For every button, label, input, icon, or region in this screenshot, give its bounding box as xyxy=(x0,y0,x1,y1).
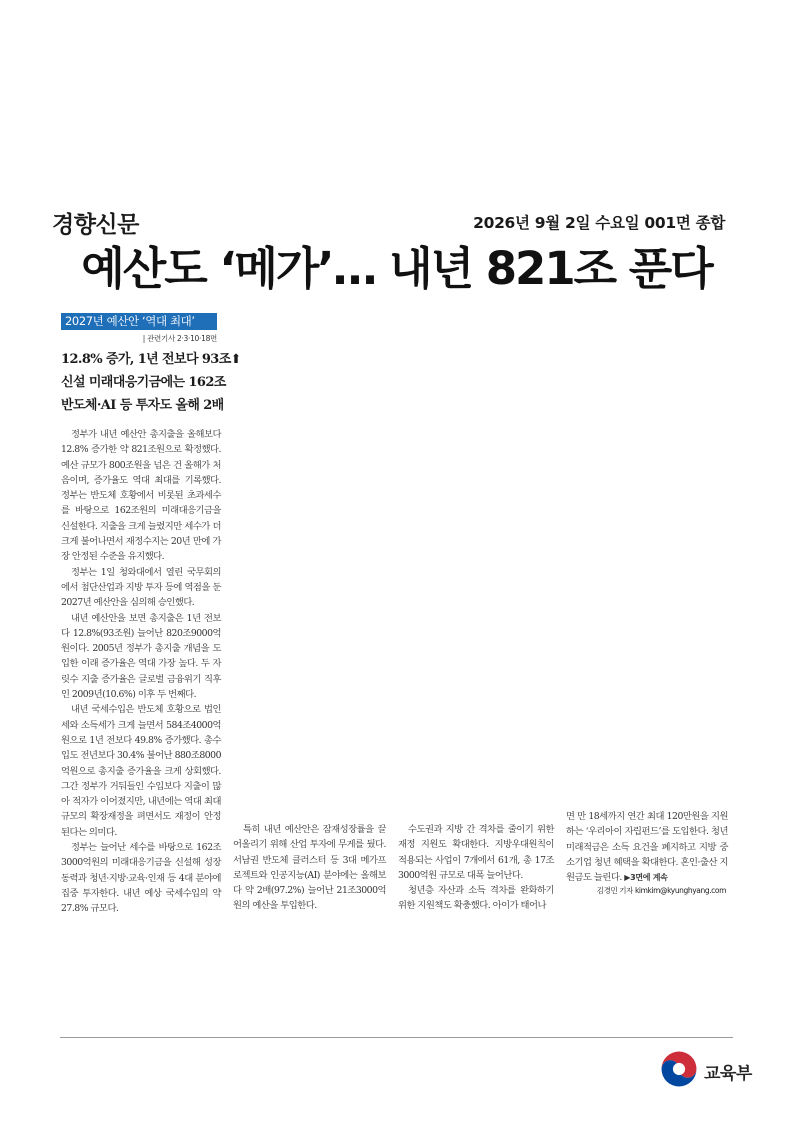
paragraph: 정부가 내년 예산안 총지출을 올해보다 12.8% 증가한 약 821조원으로 확정했다. 예산 규모가 800조원을 넘은 건 올해가 처음이며, 증가율도 역대 최대를 기록했다. 정부는 반도체 호황에서 비롯된 초과세수를 바탕으로 162조원의 미래대응기금을 신설한다. 지출을 크게 늘렸지만 세수가 더 크게 불어나면서 재정수지는 20년 만에 가장 안정된 수준을 유지했다. xyxy=(61,429,221,563)
continued-link[interactable]: ▶3면에 계속 xyxy=(624,873,668,883)
paragraph: 특히 내년 예산안은 잠재성장률을 끌어올리기 위해 산업 투자에 무게를 뒀다. 서남권 반도체 클러스터 등 3대 메가프로젝트와 인공지능(AI) 분야에는 올해보다 약 2배(97.2%) 늘어난 21조3000억원의 예산을 투입한다. xyxy=(233,824,386,912)
footer-divider xyxy=(60,1037,733,1038)
subhead-1: 12.8% 증가, 1년 전보다 93조⬆ xyxy=(61,352,241,367)
section-banner: 2027년 예산안 ‘역대 최대’ xyxy=(61,313,217,330)
paragraph: 면 만 18세까지 연간 최대 120만원을 지원하는 ‘우리아이 자립펀드’를 도입한다. 청년미래적금은 소득 요건을 폐지하고 지방 중소기업 청년 혜택을 확대한다. 혼인·출산 지원금도 늘린다. xyxy=(566,811,728,884)
byline: 김경민 기자 kimkim@kyunghyang.com xyxy=(596,886,726,895)
paragraph: 정부는 1일 청와대에서 열린 국무회의에서 첨단산업과 지방 투자 등에 역점을 둔 2027년 예산안을 심의해 승인했다. xyxy=(61,566,221,609)
taegeuk-emblem-icon xyxy=(660,1050,698,1088)
related-articles-ref: | 관련기사 2·3·10·18면 xyxy=(142,334,217,343)
subhead-3: 반도체·AI 등 투자도 올해 2배 xyxy=(61,398,224,413)
paper-name: 경향신문 xyxy=(52,212,139,238)
dateline: 2026년 9월 2일 수요일 001면 종합 xyxy=(473,214,725,232)
paragraph: 정부는 늘어난 세수를 바탕으로 162조3000억원의 미래대응기금을 신설해 성장동력과 청년·지방·교육·인재 등 4대 분야에 집중 투자한다. 내년 예상 국세수입의 약 27.8% 규모다. xyxy=(61,842,221,915)
subheads xyxy=(61,348,241,417)
article-column-3 xyxy=(398,822,554,914)
paragraph: 내년 국세수입은 반도체 호황으로 법인세와 소득세가 크게 늘면서 584조4000억원으로 1년 전보다 49.8% 증가했다. 총수입도 전년보다 30.4% 불어난 880조8000억원으로 총지출 증가율을 크게 상회했다. 그간 정부가 거둬들인 수입보다 지출이 많아 적자가 이어졌지만, 내년에는 역대 최대 규모의 확장재정을 펴면서도 재정이 안정된다는 의미다. xyxy=(61,704,221,838)
paragraph: 청년층 자산과 소득 격차를 완화하기 위한 지원책도 확충했다. 아이가 태어나 xyxy=(398,885,554,912)
ministry-name: 교육부 xyxy=(704,1064,752,1084)
article-column-2 xyxy=(233,822,386,914)
paragraph: 수도권과 지방 간 격차를 줄이기 위한 재정 지원도 확대한다. 지방우대원칙이 적용되는 사업이 7개에서 61개, 총 17조3000억원 규모로 대폭 늘어난다. xyxy=(398,824,554,881)
headline: 예산도 ‘메가’… 내년 821조 푼다 xyxy=(81,242,712,295)
article-column-4 xyxy=(566,809,728,885)
article-column-1 xyxy=(61,427,221,917)
paragraph: 내년 예산안을 보면 총지출은 1년 전보다 12.8%(93조원) 늘어난 820조9000억원이다. 2005년 정부가 총지출 개념을 도입한 이래 증가율은 역대 가장 높다. 두 자릿수 지출 증가율은 글로벌 금융위기 직후인 2009년(10.6%) 이후 두 번째다. xyxy=(61,612,221,701)
subhead-2: 신설 미래대응기금에는 162조 xyxy=(61,375,226,390)
